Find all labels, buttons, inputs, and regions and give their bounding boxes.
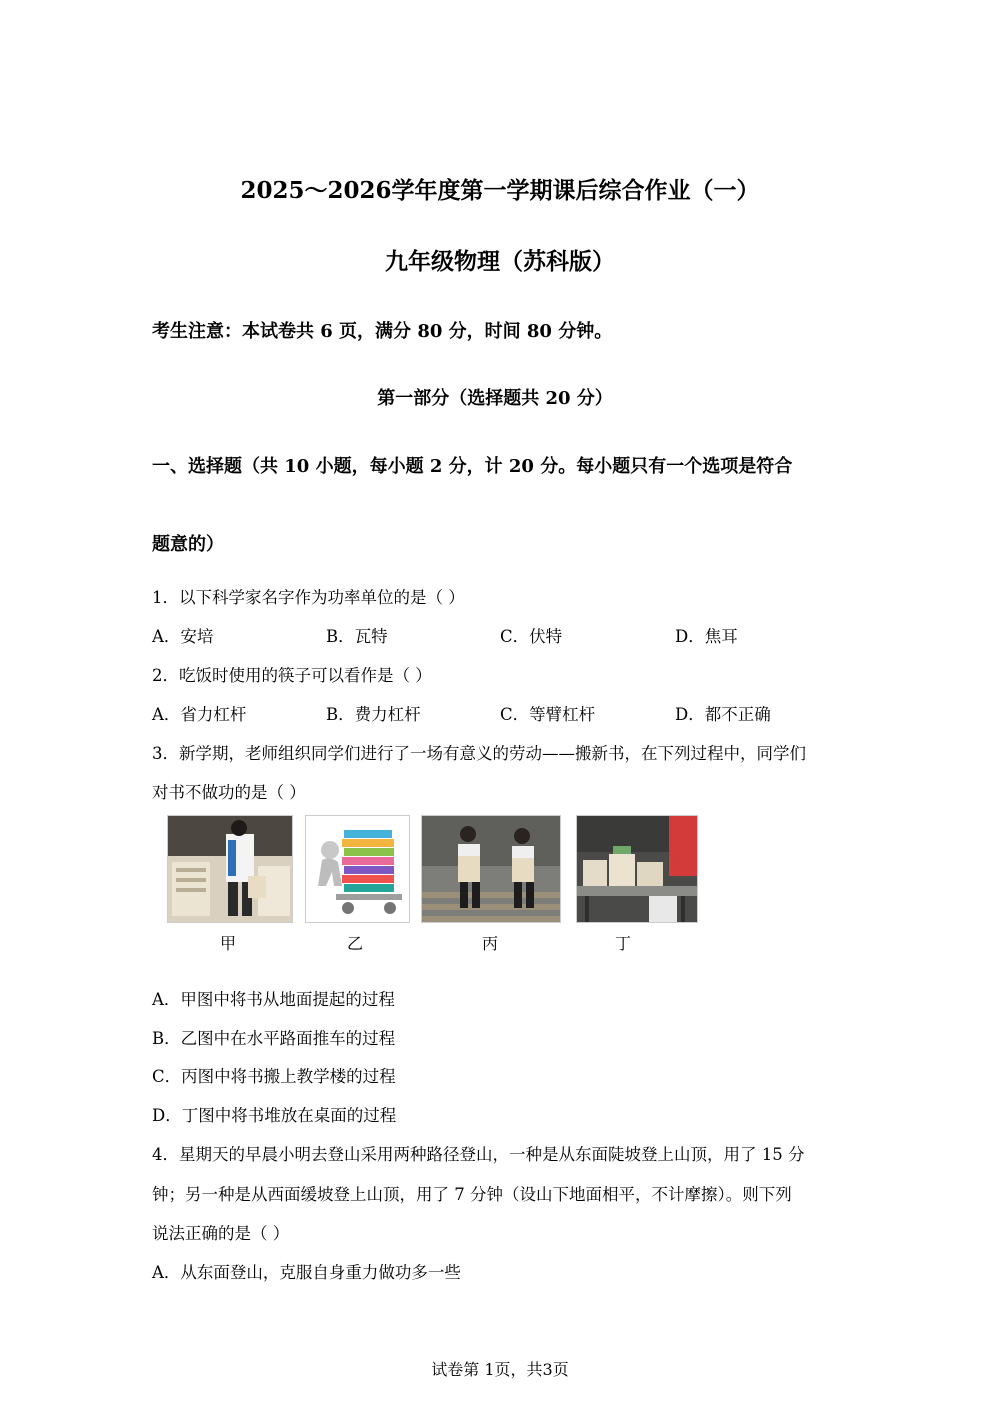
figure-jia-image — [167, 815, 293, 923]
section-heading-cont: 题意的） — [152, 534, 224, 555]
exam-notice: 考生注意：本试卷共 6 页，满分 80 分，时间 80 分钟。 — [152, 321, 613, 342]
q3-option-b: B．乙图中在水平路面推车的过程 — [152, 1029, 396, 1048]
section-heading: 一、选择题（共 10 小题，每小题 2 分，计 20 分。每小题只有一个选项是符合 — [152, 456, 793, 477]
question-4-stem-cont: 钟；另一种是从西面缓坡登上山顶，用了 7 分钟（设山下地面相平，不计摩擦）。则下列 — [152, 1185, 792, 1204]
q2-option-d: D．都不正确 — [675, 705, 771, 724]
figure-caption-bing: 丙 — [481, 934, 498, 953]
q4-option-a: A．从东面登山，克服自身重力做功多一些 — [152, 1263, 461, 1282]
q3-option-c: C．丙图中将书搬上教学楼的过程 — [152, 1067, 396, 1086]
q1-option-a: A．安培 — [152, 627, 214, 646]
q1-option-c: C．伏特 — [500, 627, 563, 646]
question-4-stem-end: 说法正确的是（ ） — [152, 1224, 290, 1243]
q3-option-a: A．甲图中将书从地面提起的过程 — [152, 990, 395, 1009]
part-heading: 第一部分（选择题共 20 分） — [377, 388, 613, 409]
question-3-stem: 3．新学期，老师组织同学们进行了一场有意义的劳动——搬新书，在下列过程中，同学们 — [152, 744, 806, 763]
question-2-stem: 2．吃饭时使用的筷子可以看作是（ ） — [152, 666, 432, 685]
question-3-stem-cont: 对书不做功的是（ ） — [152, 783, 306, 802]
figure-bing-image — [421, 815, 561, 923]
q2-option-a: A．省力杠杆 — [152, 705, 247, 724]
figure-yi-image — [305, 815, 410, 923]
figure-caption-yi: 乙 — [346, 934, 363, 953]
question-4-stem: 4．星期天的早晨小明去登山采用两种路径登山，一种是从东面陡坡登上山顶，用了 15 分 — [152, 1145, 805, 1164]
q3-option-d: D．丁图中将书堆放在桌面的过程 — [152, 1106, 397, 1125]
figure-caption-jia: 甲 — [219, 934, 236, 953]
q1-option-d: D．焦耳 — [675, 627, 738, 646]
exam-subtitle: 九年级物理（苏科版） — [385, 248, 615, 275]
q2-option-b: B．费力杠杆 — [326, 705, 421, 724]
question-1-stem: 1．以下科学家名字作为功率单位的是（ ） — [152, 588, 465, 607]
q1-option-b: B．瓦特 — [326, 627, 388, 646]
page-footer: 试卷第 1页，共3页 — [431, 1360, 569, 1379]
figure-ding-image — [576, 815, 698, 923]
figure-caption-ding: 丁 — [614, 934, 631, 953]
exam-title: 2025～2026学年度第一学期课后综合作业（一） — [240, 177, 760, 204]
q2-option-c: C．等臂杠杆 — [500, 705, 596, 724]
